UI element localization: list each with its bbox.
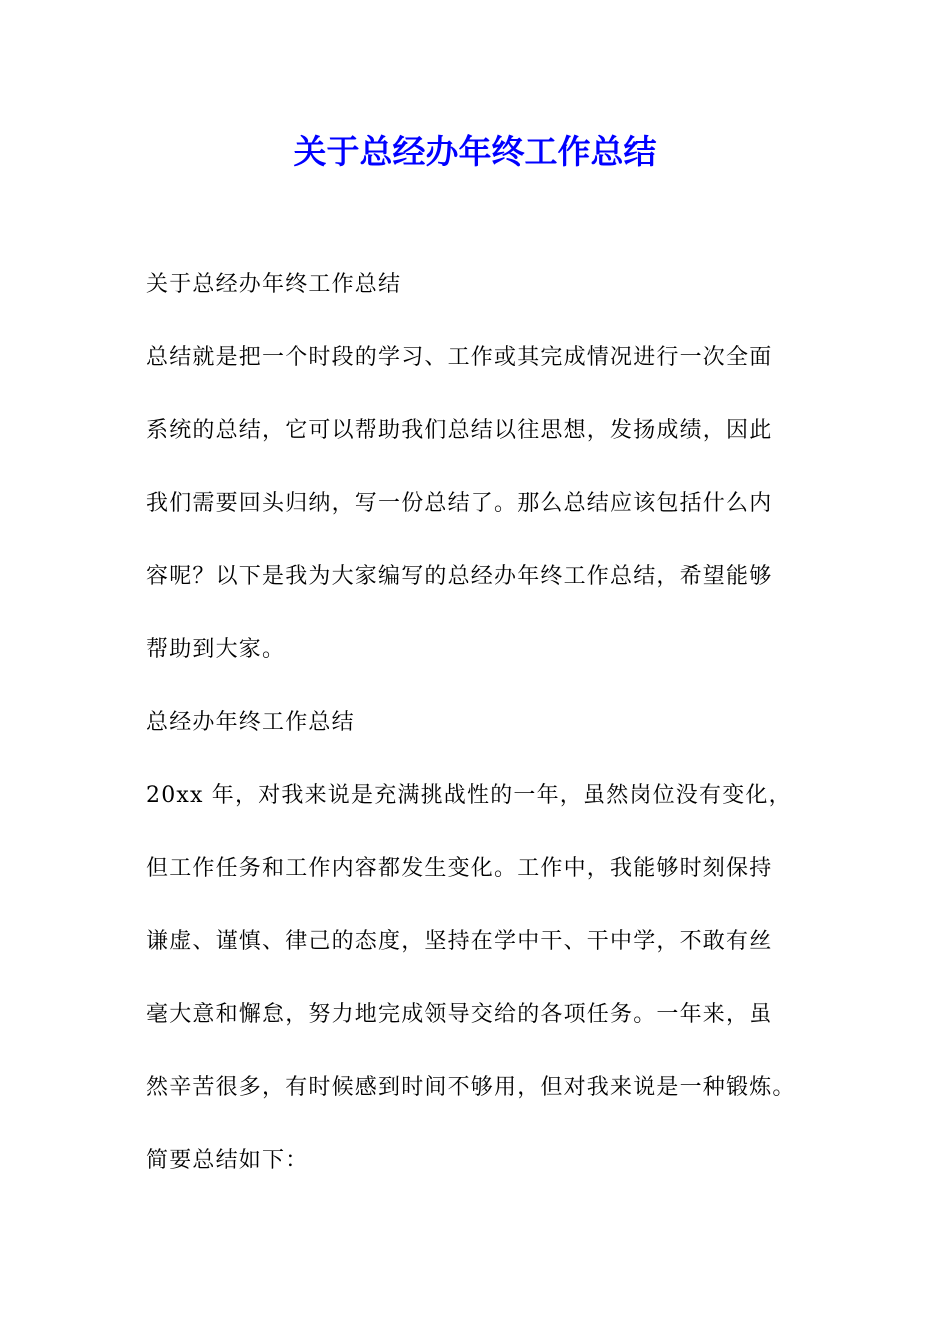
body-line: 简要总结如下： <box>146 1148 309 1173</box>
body-line: 但工作任务和工作内容都发生变化。工作中，我能够时刻保持 <box>146 856 773 881</box>
body-line: 谦虚、谨慎、律己的态度，坚持在学中干、干中学，不敢有丝 <box>146 929 773 954</box>
document-body <box>146 266 826 1215</box>
body-line: 然辛苦很多，有时候感到时间不够用，但对我来说是一种锻炼。 <box>146 1075 796 1100</box>
body-line: 总结就是把一个时段的学习、工作或其完成情况进行一次全面 <box>146 345 773 370</box>
body-line: 帮助到大家。 <box>146 637 286 662</box>
document-title: 关于总经办年终工作总结 <box>293 132 657 171</box>
body-line: 系统的总结，它可以帮助我们总结以往思想，发扬成绩，因此 <box>146 418 773 443</box>
body-line: 我们需要回头归纳，写一份总结了。那么总结应该包括什么内 <box>146 491 773 516</box>
body-line: 关于总经办年终工作总结 <box>146 272 402 297</box>
body-line: 毫大意和懈怠，努力地完成领导交给的各项任务。一年来，虽 <box>146 1002 773 1027</box>
body-line: 容呢？以下是我为大家编写的总经办年终工作总结，希望能够 <box>146 564 773 589</box>
body-line: 20xx 年，对我来说是充满挑战性的一年，虽然岗位没有变化， <box>146 783 792 808</box>
body-line: 总经办年终工作总结 <box>146 710 355 735</box>
